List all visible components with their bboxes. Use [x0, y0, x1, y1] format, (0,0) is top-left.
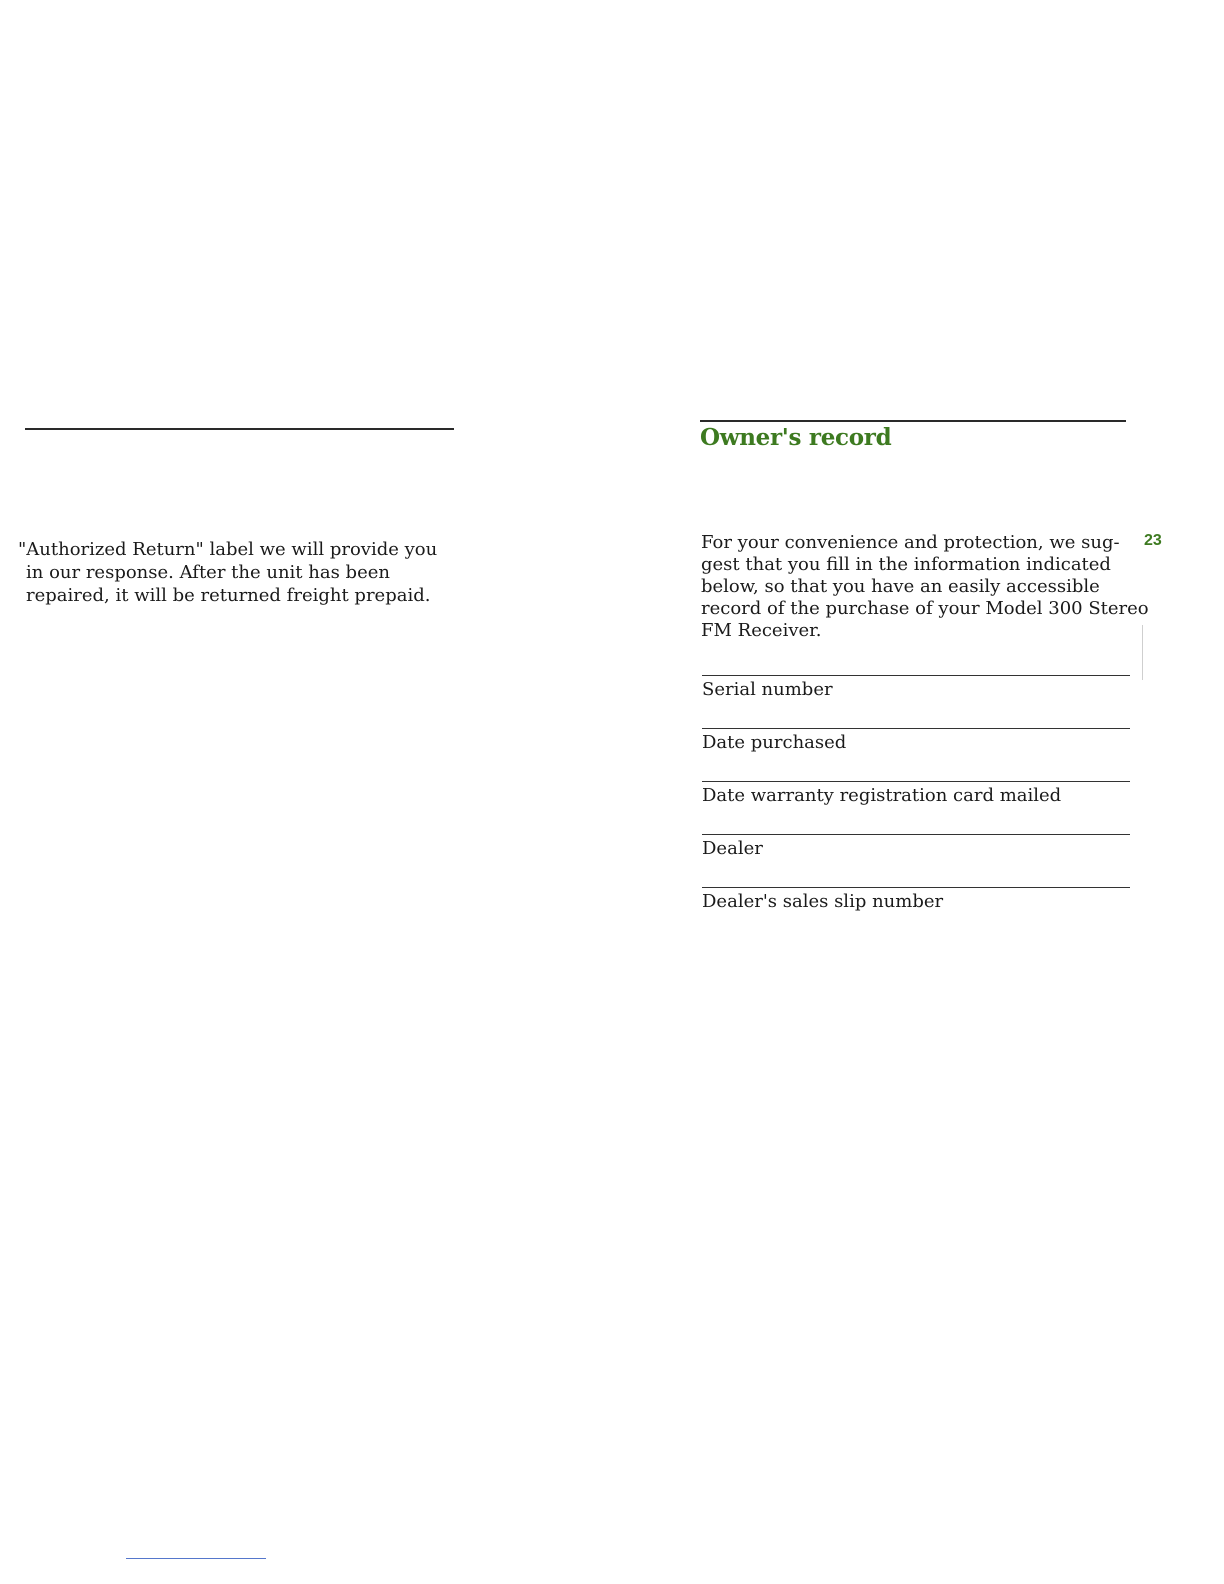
section-title: Owner's record: [700, 424, 892, 451]
fill-in-line: [702, 675, 1130, 676]
field-label: Date purchased: [702, 732, 847, 753]
intro-line: gest that you fill in the information indicated: [701, 554, 1111, 575]
fill-in-line: [702, 728, 1130, 729]
intro-line: record of the purchase of your Model 300 Stereo: [701, 598, 1149, 619]
intro-line: FM Receiver.: [701, 620, 822, 641]
footer-rule: [126, 1558, 266, 1559]
field-label: Date warranty registration card mailed: [702, 785, 1062, 806]
left-body-text: [18, 538, 458, 607]
field-label: Dealer's sales slip number: [702, 891, 944, 912]
fill-in-line: [702, 834, 1130, 835]
intro-paragraph: [701, 532, 1149, 642]
record-field-date-purchased[interactable]: [702, 726, 1130, 779]
record-field-warranty-card-mailed[interactable]: [702, 779, 1130, 832]
owner-record-fields: [702, 673, 1130, 938]
field-label: Dealer: [702, 838, 763, 859]
record-field-serial-number[interactable]: [702, 673, 1130, 726]
intro-line: below, so that you have an easily accessible: [701, 576, 1100, 597]
fill-in-line: [702, 887, 1130, 888]
record-field-sales-slip-number[interactable]: [702, 885, 1130, 938]
fill-in-line: [702, 781, 1130, 782]
page-number: 23: [1144, 532, 1162, 549]
left-body-line: "Authorized Return" label we will provide you: [18, 539, 438, 560]
intro-line: For your convenience and protection, we sug-: [701, 532, 1120, 553]
left-body-line: repaired, it will be returned freight prepaid.: [26, 585, 431, 606]
right-header-rule: [700, 420, 1126, 422]
left-header-rule: [25, 428, 454, 430]
field-label: Serial number: [702, 679, 833, 700]
right-page: [612, 0, 1224, 1584]
page-edge-mark: [1142, 625, 1143, 680]
record-field-dealer[interactable]: [702, 832, 1130, 885]
left-body-line: in our response. After the unit has been: [26, 562, 390, 583]
